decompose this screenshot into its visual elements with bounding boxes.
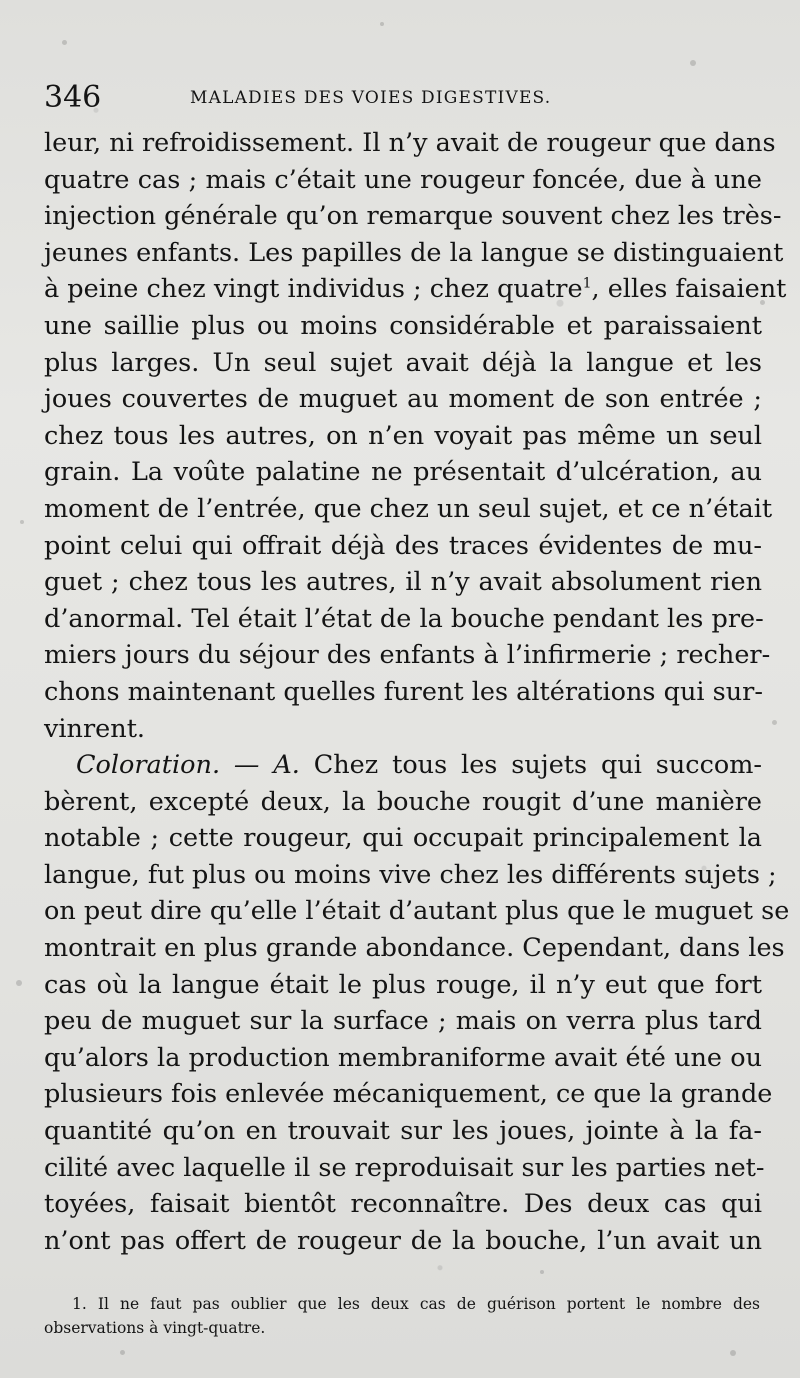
text-line: chez tous les autres, on n’en voyait pas même un seul (44, 420, 762, 451)
text-segment: , elles faisaient (591, 274, 787, 305)
text-line: grain. La voûte palatine ne présentait d’ulcération, au (44, 457, 762, 488)
speckle (730, 1350, 736, 1356)
text-line: jeunes enfants. Les papilles de la langue se distinguaient (44, 237, 784, 268)
footnote (44, 1292, 760, 1340)
speckle (380, 22, 384, 26)
text-line: montrait en plus grande abondance. Cependant, dans les (44, 933, 785, 964)
speckle (540, 1270, 544, 1274)
text-line: cas où la langue était le plus rouge, il n’y eut que fort (44, 969, 762, 1000)
text-line: leur, ni refroidissement. Il n’y avait de rougeur que dans (44, 128, 776, 158)
text-line: langue, fut plus ou moins vive chez les différents sujets ; (44, 859, 777, 890)
text-line: on peut dire qu’elle l’était d’autant plus que le muguet se (44, 896, 790, 927)
speckle (20, 520, 24, 524)
text-line: qu’alors la production membraniforme avait été une ou (44, 1042, 762, 1073)
text-line: quantité qu’on en trouvait sur les joues, jointe à la fa- (44, 1116, 762, 1147)
text-line: d’anormal. Tel était l’état de la bouche pendant les pre- (44, 603, 764, 634)
text-segment: à peine chez vingt individus ; chez quatre (44, 274, 583, 305)
speckle (690, 60, 696, 66)
text-line: n’ont pas offert de rougeur de la bouche, l’un avait un (44, 1225, 762, 1256)
section-label: Coloration. — A. (76, 750, 300, 781)
text-line: chons maintenant quelles furent les altérations qui sur- (44, 676, 763, 707)
speckle (120, 1350, 125, 1355)
text-line-with-footnote-marker (44, 271, 787, 308)
running-title: MALADIES DES VOIES DIGESTIVES. (190, 88, 552, 108)
text-line: plusieurs fois enlevée mécaniquement, ce que la grande (44, 1079, 773, 1110)
text-segment: Chez tous les sujets qui succom- (299, 750, 763, 781)
body-text (44, 125, 790, 1259)
text-line: plus larges. Un seul sujet avait déjà la langue et les (44, 347, 762, 378)
text-line: toyées, faisait bientôt reconnaître. Des deux cas qui (44, 1189, 762, 1220)
footnote-marker: 1 (582, 275, 592, 292)
footnote-line: observations à vingt-quatre. (44, 1319, 266, 1337)
speckle (772, 720, 777, 725)
text-line: moment de l’entrée, que chez un seul sujet, et ce n’était (44, 493, 773, 524)
text-line: une saillie plus ou moins considérable et paraissaient (44, 310, 762, 341)
paragraph-start-line (44, 747, 762, 784)
text-line: quatre cas ; mais c’était une rougeur foncée, due à une (44, 164, 762, 195)
text-line: cilité avec laquelle il se reproduisait sur les parties net- (44, 1152, 765, 1183)
text-line: guet ; chez tous les autres, il n’y avait absolument rien (44, 567, 762, 598)
speckle (62, 40, 67, 45)
page-number: 346 (44, 80, 102, 115)
text-line: bèrent, excepté deux, la bouche rougit d’une manière (44, 786, 762, 817)
page-header (44, 78, 756, 118)
speckle (16, 980, 22, 986)
text-line: miers jours du séjour des enfants à l’infirmerie ; recher- (44, 640, 771, 671)
text-line: joues couvertes de muguet au moment de son entrée ; (44, 384, 762, 415)
text-line: point celui qui offrait déjà des traces évidentes de mu- (44, 530, 762, 561)
text-line: notable ; cette rougeur, qui occupait principalement la (44, 823, 762, 854)
text-line: injection générale qu’on remarque souvent chez les très- (44, 201, 782, 232)
text-line: vinrent. (44, 713, 146, 744)
text-line: peu de muguet sur la surface ; mais on verra plus tard (44, 1006, 762, 1037)
footnote-line: 1. Il ne faut pas oublier que les deux cas de guérison portent le nombre des (72, 1295, 760, 1313)
